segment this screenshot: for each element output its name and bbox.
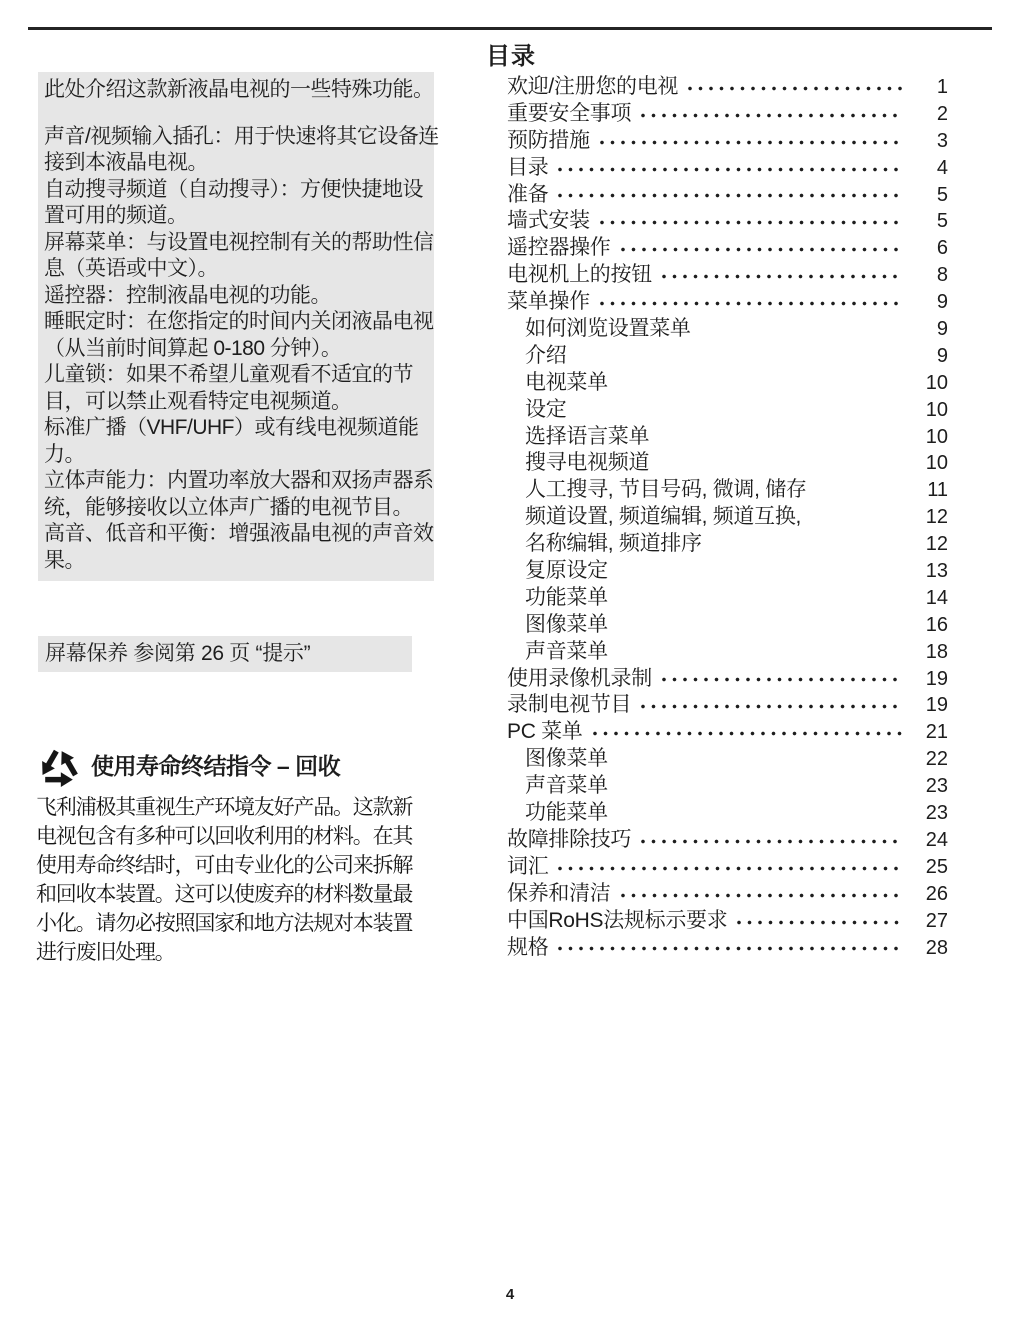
toc-entry bbox=[507, 285, 948, 312]
toc-entry-label: 中国RoHS法规标示要求 bbox=[507, 908, 728, 932]
toc-entry-page: 21 bbox=[925, 721, 948, 744]
toc-entry-label: PC 菜单 bbox=[507, 720, 583, 744]
intro-line: 置可用的频道。 bbox=[44, 204, 188, 227]
toc-entry-page: 9 bbox=[936, 344, 948, 367]
intro-line: 高音、低音和平衡：增强液晶电视的声音效 bbox=[44, 522, 434, 545]
toc-dot-leader bbox=[816, 487, 902, 496]
toc-entry-page: 23 bbox=[925, 802, 948, 825]
toc-entry-label: 图像菜单 bbox=[525, 747, 608, 771]
toc-dot-leader bbox=[575, 407, 902, 416]
toc-entry-page: 19 bbox=[925, 667, 948, 690]
toc-dot-leader bbox=[557, 944, 902, 953]
toc-entry bbox=[507, 608, 948, 635]
toc-dot-leader bbox=[617, 595, 902, 604]
page-title: 目录 bbox=[486, 43, 536, 70]
toc-dot-leader bbox=[640, 111, 902, 120]
toc-entry-page: 22 bbox=[925, 748, 948, 771]
toc-entry-label: 如何浏览设置菜单 bbox=[525, 317, 691, 341]
toc-entry-page: 10 bbox=[925, 398, 948, 421]
top-rule bbox=[28, 27, 992, 30]
toc-entry bbox=[507, 635, 948, 662]
toc-entry-label: 目录 bbox=[507, 155, 549, 179]
recycle-icon bbox=[36, 739, 82, 789]
toc-entry-page: 14 bbox=[925, 586, 948, 609]
toc-dot-leader bbox=[617, 649, 902, 658]
toc-entry bbox=[507, 393, 948, 420]
toc-entry-label: 设定 bbox=[525, 397, 567, 421]
intro-line: （从当前时间算起 0-180 分钟）。 bbox=[44, 336, 342, 360]
toc-dot-leader bbox=[617, 810, 902, 819]
intro-line: 此处介绍这款新液晶电视的一些特殊功能。 bbox=[44, 78, 434, 101]
toc-dot-leader bbox=[617, 756, 902, 765]
intro-line: 果。 bbox=[44, 548, 85, 572]
toc-dot-leader bbox=[687, 84, 902, 93]
toc-entry bbox=[507, 662, 948, 689]
toc-entry bbox=[507, 931, 948, 958]
toc-entry-label: 录制电视节目 bbox=[507, 693, 632, 717]
toc-entry bbox=[507, 581, 948, 608]
intro-line: 标准广播（VHF/UHF）或有线电视频道能 bbox=[44, 416, 419, 439]
toc-entry-label: 名称编辑, 频道排序 bbox=[525, 532, 702, 556]
recycle-body-line: 小化。请勿必按照国家和地方法规对本装置 bbox=[36, 912, 413, 935]
toc-entry bbox=[507, 70, 948, 97]
intro-line: 力。 bbox=[44, 442, 85, 466]
toc-dot-leader bbox=[557, 191, 902, 200]
toc-entry-page: 9 bbox=[936, 318, 948, 341]
toc-entry-page: 27 bbox=[925, 909, 948, 932]
toc-entry-label: 遥控器操作 bbox=[507, 236, 611, 260]
toc-entry bbox=[507, 796, 948, 823]
intro-line: 立体声能力：内置功率放大器和双扬声器系 bbox=[44, 469, 434, 492]
toc-entry-page: 1 bbox=[936, 76, 948, 98]
toc-entry bbox=[507, 339, 948, 366]
toc-entry-page: 12 bbox=[925, 506, 948, 529]
toc-entry-page: 10 bbox=[925, 452, 948, 475]
recycle-body-line: 使用寿命终结时，可由专业化的公司来拆解 bbox=[36, 854, 413, 877]
toc-dot-leader bbox=[617, 568, 902, 577]
toc-dot-leader bbox=[658, 433, 902, 442]
toc-entry-page: 12 bbox=[925, 533, 948, 556]
toc-entry bbox=[507, 527, 948, 554]
toc-dot-leader bbox=[711, 541, 902, 550]
recycle-body-line: 电视包含有多种可以回收利用的材料。在其 bbox=[36, 825, 413, 848]
toc-entry-label: 预防措施 bbox=[507, 128, 590, 152]
intro-line: 统，能够接收以立体声广播的电视节目。 bbox=[44, 495, 413, 519]
toc-entry-label: 菜单操作 bbox=[507, 290, 590, 314]
toc-entry bbox=[507, 97, 948, 124]
toc-dot-leader bbox=[617, 783, 902, 792]
intro-line: 屏幕菜单：与设置电视控制有关的帮助性信 bbox=[44, 230, 434, 254]
toc-entry-page: 10 bbox=[925, 371, 948, 394]
toc-entry bbox=[507, 769, 948, 796]
intro-feature-box bbox=[38, 72, 439, 581]
toc-entry-page: 19 bbox=[925, 694, 948, 717]
recycle-heading-row bbox=[36, 738, 414, 790]
toc-dot-leader bbox=[575, 353, 902, 362]
toc-entry-page: 11 bbox=[927, 479, 948, 502]
toc-dot-leader bbox=[557, 165, 902, 174]
toc-dot-leader bbox=[661, 272, 902, 281]
toc-dot-leader bbox=[640, 837, 902, 846]
toc-entry-label: 声音菜单 bbox=[525, 639, 608, 663]
toc-entry bbox=[507, 204, 948, 231]
toc-entry-page: 23 bbox=[925, 775, 948, 798]
toc-entry-page: 5 bbox=[936, 210, 948, 233]
toc-dot-leader bbox=[620, 245, 903, 254]
toc-entry bbox=[507, 231, 948, 258]
toc-entry bbox=[507, 500, 948, 527]
toc-entry-page: 26 bbox=[925, 882, 948, 905]
toc-entry bbox=[507, 904, 948, 931]
toc-entry-label: 故障排除技巧 bbox=[507, 827, 632, 851]
toc-entry bbox=[507, 124, 948, 151]
intro-line: 目，可以禁止观看特定电视频道。 bbox=[44, 389, 352, 413]
toc-entry-label: 声音菜单 bbox=[525, 774, 608, 798]
recycle-body-line: 和回收本装置。这可以使废弃的材料数量最 bbox=[36, 883, 413, 906]
toc-entry-label: 选择语言菜单 bbox=[525, 424, 650, 448]
toc-entry bbox=[507, 446, 948, 473]
toc-entry-page: 28 bbox=[925, 936, 948, 959]
toc-entry-label: 重要安全事项 bbox=[507, 101, 632, 125]
toc-entry-page: 4 bbox=[936, 156, 948, 179]
intro-line: 自动搜寻频道（自动搜寻）：方便快捷地设 bbox=[44, 177, 423, 201]
toc-entry bbox=[507, 473, 948, 500]
intro-line: 睡眠定时：在您指定的时间内关闭液晶电视 bbox=[44, 310, 434, 333]
toc-entry-label: 墙式安装 bbox=[507, 209, 590, 233]
toc-dot-leader bbox=[661, 675, 902, 684]
toc-entry-page: 3 bbox=[936, 129, 948, 152]
toc-dot-leader bbox=[617, 622, 902, 631]
toc-entry-label: 保养和清洁 bbox=[507, 881, 611, 905]
toc-dot-leader bbox=[700, 326, 902, 335]
toc-entry-label: 频道设置, 频道编辑, 频道互换, bbox=[525, 505, 802, 529]
intro-line bbox=[44, 104, 434, 124]
toc-entry-label: 词汇 bbox=[507, 854, 549, 878]
toc-entry-page: 6 bbox=[936, 237, 948, 260]
toc-entry-page: 5 bbox=[936, 183, 948, 206]
recycle-body bbox=[36, 793, 414, 967]
page-number: 4 bbox=[505, 1286, 515, 1303]
toc-dot-leader bbox=[599, 299, 902, 308]
toc-dot-leader bbox=[557, 864, 902, 873]
toc-entry-label: 欢迎/注册您的电视 bbox=[507, 75, 679, 98]
recycle-body-line: 进行废旧处理。 bbox=[36, 941, 175, 964]
toc-entry-label: 电视菜单 bbox=[525, 370, 608, 394]
toc-entry bbox=[507, 850, 948, 877]
toc-entry-page: 18 bbox=[925, 640, 948, 663]
intro-line: 儿童锁：如果不希望儿童观看不适宜的节 bbox=[44, 363, 413, 386]
toc-entry-label: 规格 bbox=[507, 935, 549, 959]
recycle-section bbox=[36, 738, 414, 967]
toc-dot-leader bbox=[617, 380, 902, 389]
toc-dot-leader bbox=[599, 218, 902, 227]
toc-list bbox=[507, 70, 948, 957]
toc-entry-label: 复原设定 bbox=[525, 559, 608, 583]
toc-entry bbox=[507, 554, 948, 581]
toc-dot-leader bbox=[599, 138, 902, 147]
toc-dot-leader bbox=[640, 702, 902, 711]
toc-entry bbox=[507, 178, 948, 205]
toc-entry-label: 图像菜单 bbox=[525, 612, 608, 636]
toc-entry-label: 功能菜单 bbox=[525, 801, 608, 825]
intro-line: 遥控器：控制液晶电视的功能。 bbox=[44, 283, 331, 307]
intro-line: 接到本液晶电视。 bbox=[44, 151, 208, 174]
toc-entry bbox=[507, 688, 948, 715]
toc-entry-page: 13 bbox=[925, 560, 948, 583]
toc-entry-label: 人工搜寻, 节目号码, 微调, 储存 bbox=[525, 478, 807, 502]
toc-dot-leader bbox=[810, 514, 902, 523]
toc-entry-page: 9 bbox=[936, 291, 948, 314]
toc-entry-page: 16 bbox=[925, 613, 948, 636]
toc-entry bbox=[507, 366, 948, 393]
toc-dot-leader bbox=[592, 729, 902, 738]
toc-dot-leader bbox=[620, 891, 903, 900]
toc-entry bbox=[507, 420, 948, 447]
toc-entry bbox=[507, 877, 948, 904]
recycle-body-line: 飞利浦极其重视生产环境友好产品。这款新 bbox=[36, 796, 413, 819]
toc-entry bbox=[507, 258, 948, 285]
toc-dot-leader bbox=[658, 460, 902, 469]
intro-line: 息（英语或中文）。 bbox=[44, 257, 218, 280]
toc-entry-label: 准备 bbox=[507, 182, 549, 206]
toc-entry bbox=[507, 742, 948, 769]
toc-entry bbox=[507, 715, 948, 742]
toc-entry-page: 2 bbox=[936, 102, 948, 125]
toc-entry-label: 使用录像机录制 bbox=[507, 666, 652, 690]
intro-line: 声音/视频输入插孔：用于快速将其它设备连 bbox=[44, 124, 439, 148]
toc-entry-page: 8 bbox=[936, 264, 948, 287]
toc-entry-label: 功能菜单 bbox=[525, 585, 608, 609]
toc-entry-page: 10 bbox=[925, 425, 948, 448]
recycle-heading: 使用寿命终结指令 – 回收 bbox=[91, 752, 341, 779]
toc-entry bbox=[507, 151, 948, 178]
toc-dot-leader bbox=[736, 918, 902, 927]
toc-entry-label: 电视机上的按钮 bbox=[507, 263, 652, 287]
toc-entry-page: 24 bbox=[925, 828, 948, 851]
toc-entry-label: 介绍 bbox=[525, 343, 567, 367]
screen-care-note: 屏幕保养 参阅第 26 页 “提示” bbox=[38, 636, 412, 672]
toc-entry-page: 25 bbox=[925, 855, 948, 878]
toc-entry-label: 搜寻电视频道 bbox=[525, 451, 650, 475]
toc-entry bbox=[507, 312, 948, 339]
toc-entry bbox=[507, 823, 948, 850]
